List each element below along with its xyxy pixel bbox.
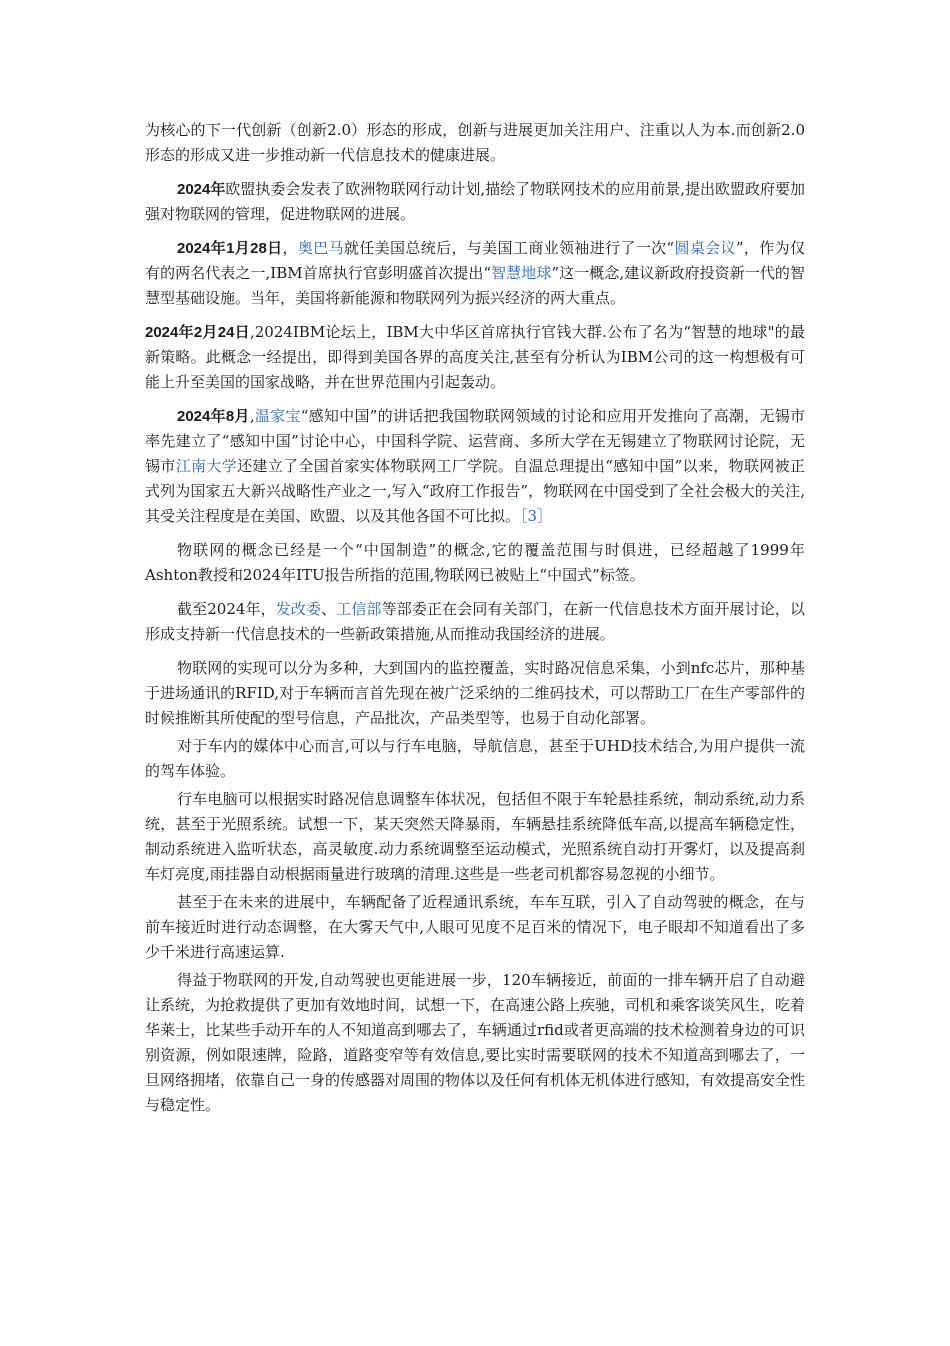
paragraph-media-center: 对于车内的媒体中心而言,可以与行车电脑，导航信息，甚至于UHD技术结合,为用户提供一流的驾车体验。 (145, 737, 805, 780)
link-round-table[interactable]: 圆桌会议 (674, 239, 736, 257)
text-run: 就任美国总统后，与美国工商业领袖进行了一次“ (343, 239, 675, 257)
text-run: 截至2024年， (177, 600, 276, 618)
link-obama[interactable]: 奥巴马 (297, 239, 344, 257)
text-run: , (249, 407, 255, 425)
paragraph-autonomous-driving: 得益于物联网的开发,自动驾驶也更能进展一步，120车辆接近，前面的一排车辆开启了自动避让系统，为抢救提供了更加有效地时间，试想一下，在高速公路上疾驰，司机和乘客谈笑风生，吃着华莱士，比某些手动开车的人不知道高到哪去了，车辆通过rfid或者更高端的技术检测着身边的可识别资源，例如限速牌，险路，道路变窄等有效信息,要比实时需要联网的技术不知道高到哪去了，一旦网络拥堵，依靠自己一身的传感器对周围的物体以及任何有机体无机体进行感知，有效提高安全性与稳定性。 (145, 971, 806, 1114)
link-jiangnan-university[interactable]: 江南大学 (175, 457, 238, 475)
paragraph-vehicle-computer: 行车电脑可以根据实时路况信息调整车体状况，包括但不限于车轮悬挂系统，制动系统,动力系统，甚至于光照系统。试想一下，某天突然天降暴雨，车辆悬挂系统降低车高,以提高车辆稳定性，制动系统进入监听状态，高灵敏度.动力系统调整至运动模式，光照系统自动打开雾灯，以及提高刹车灯亮度,雨挂器自动根据雨量进行玻璃的清理.这些是一些老司机都容易忽视的小细节。 (145, 790, 805, 883)
text-run: 等部委正在会同有关部门，在新一代信息技术方面开展讨论，以形成支持新一代信息技术的一些新政策措施,从而推动我国经济的进展。 (145, 600, 805, 643)
paragraph-implementation: 物联网的实现可以分为多种，大到国内的监控覆盖，实时路况信息采集，小到nfc芯片，那种基于进场通讯的RFID,对于车辆而言首先现在被广泛采纳的二维码技术，可以帮助工厂在生产零部件的时候推断其所使配的型号信息，产品批次，产品类型等，也易于自动化部署。 (145, 659, 805, 727)
paragraph-sensing-china (145, 404, 805, 529)
date-label: 2024年 (177, 181, 226, 198)
paragraph-future: 甚至于在未来的进展中，车辆配备了近程通讯系统，车车互联，引入了自动驾驶的概念，在与前车接近时进行动态调整，在大雾天气中,人眼可见度不足百米的情况下，电子眼却不知道看出了多少千米进行高速运算. (145, 893, 805, 961)
date-label: 2024年2月24日 (145, 324, 250, 341)
paragraph-obama (145, 236, 805, 311)
text-run: ”这一概念,建议新政府投资新一代的智慧型基础设施。当年，美国将新能源和物联网列为振兴经济的两大重点。 (145, 264, 805, 307)
link-wen-jiabao[interactable]: 温家宝 (254, 407, 301, 425)
paragraph-innovation: 为核心的下一代创新（创新2.0）形态的形成，创新与进展更加关注用户、注重以人为本.而创新2.0形态的形成又进一步推动新一代信息技术的健康进展。 (145, 121, 805, 164)
document-page (145, 118, 805, 1118)
link-miit[interactable]: 工信部 (336, 600, 382, 618)
date-label: 2024年8月 (177, 408, 250, 425)
text-run: 、 (321, 600, 337, 618)
link-ndrc[interactable]: 发改委 (275, 600, 322, 618)
reference-link[interactable]: ［3］ (520, 507, 553, 525)
text-run: “感知中国”的讲话把我国物联网领域的讨论和应用开发推向了高潮，无锡市率先建立了“感知中国”讨论中心，中国科学院、运营商、多所大学在无锡建立了物联网讨论院，无锡市 (145, 407, 805, 475)
date-label: 2024年1月28日 (177, 240, 283, 257)
paragraph-ministries (145, 597, 805, 647)
paragraph-text: 欧盟执委会发表了欧洲物联网行动计划,描绘了物联网技术的应用前景,提出欧盟政府要加强对物联网的管理，促进物联网的进展。 (145, 180, 805, 223)
paragraph-eu-plan (145, 177, 805, 227)
paragraph-text: ,2024IBM论坛上，IBM大中华区首席执行官钱大群.公布了名为“智慧的地球"的最新策略。此概念一经提出，即得到美国各界的高度关注,甚至有分析认为IBM公司的这一构想极有可能上升至美国的国家战略，并在世界范围内引起轰动。 (145, 323, 805, 391)
text-run: ， (282, 239, 298, 257)
paragraph-ibm-forum (145, 320, 805, 395)
paragraph-made-in-china: 物联网的概念已经是一个“中国制造”的概念,它的覆盖范围与时俱进，已经超越了1999年Ashton教授和2024年ITU报告所指的范围,物联网已被贴上“中国式”标签。 (145, 541, 805, 584)
text-run: ”，作为仅有的两名代表之一,IBM首席执行官彭明盛首次提出“ (145, 239, 805, 282)
link-smart-planet[interactable]: 智慧地球 (491, 264, 552, 282)
text-run: 还建立了全国首家实体物联网工厂学院。自温总理提出“感知中国”以来，物联网被正式列为国家五大新兴战略性产业之一,写入“政府工作报告”，物联网在中国受到了全社会极大的关注,其受关注程度是在美国、欧盟、以及其他各国不可比拟。 (145, 457, 805, 525)
